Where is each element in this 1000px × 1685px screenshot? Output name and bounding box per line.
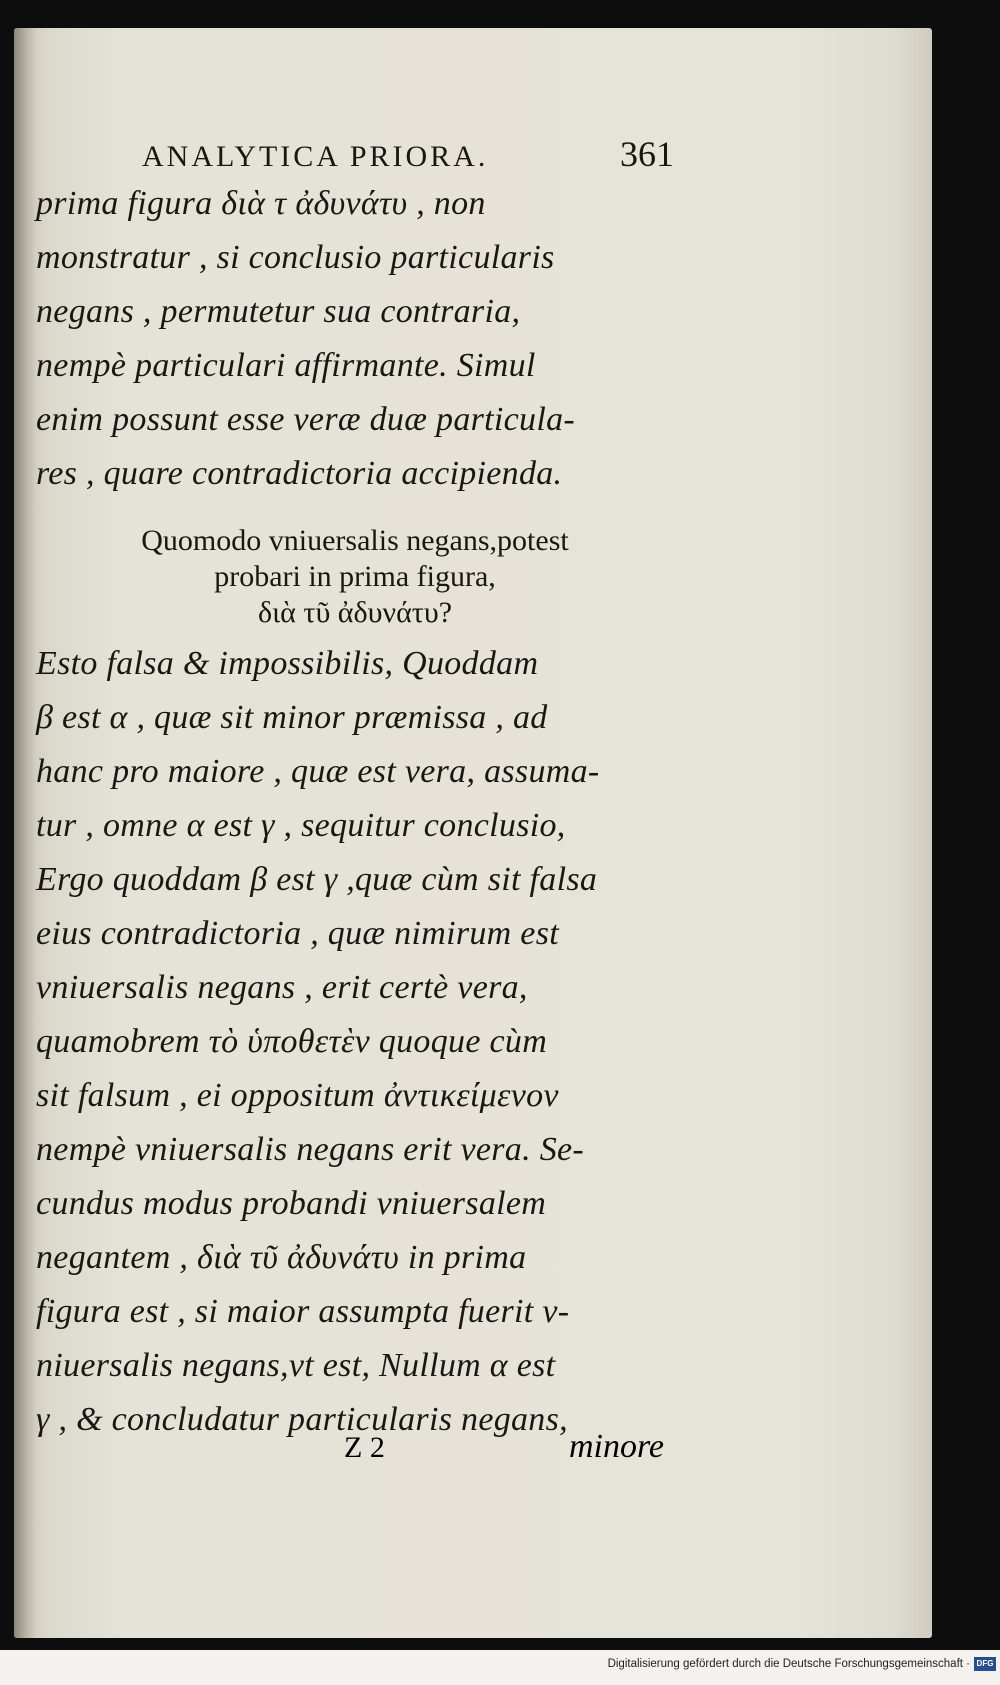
- running-head-title: ANALYTICA PRIORA.: [142, 140, 489, 173]
- heading-line: probari in prima figura,: [214, 560, 496, 593]
- funding-notice: Digitalisierung gefördert durch die Deutsche Forschungsgemeinschaft ·: [607, 1658, 970, 1670]
- text-line: nempè vniuersalis negans erit vera. Se-: [36, 1131, 585, 1168]
- text-line: Ergo quoddam β est γ ,quæ cùm sit falsa: [36, 861, 598, 898]
- digitization-footer: [0, 1650, 1000, 1685]
- section-heading: [24, 523, 674, 631]
- catchword: minore: [568, 1428, 664, 1465]
- heading-line: Quomodo vniuersalis negans,potest: [141, 524, 569, 557]
- paragraph-2: [24, 637, 674, 1447]
- catchline: [344, 1428, 664, 1466]
- dfg-logo: DFG: [974, 1657, 996, 1671]
- text-line: enim possunt esse veræ duæ particula-: [36, 401, 575, 438]
- running-head: [142, 133, 674, 175]
- heading-line: διὰ τῦ ἀδυνάτυ?: [257, 596, 453, 629]
- text-line: hanc pro maiore , quæ est vera, assuma-: [36, 753, 600, 790]
- text-line: negans , permutetur sua contraria,: [36, 293, 521, 330]
- signature-mark: Z 2: [344, 1431, 385, 1464]
- text-line: sit falsum , ei oppositum ἀντικείμενον: [36, 1077, 559, 1114]
- text-line: vniuersalis negans , erit certè vera,: [36, 969, 528, 1006]
- text-line: res , quare contradictoria accipienda.: [36, 455, 563, 492]
- paragraph-1: [24, 177, 674, 501]
- text-line: negantem , διὰ τῦ ἀδυνάτυ in prima: [36, 1239, 527, 1276]
- text-line: γ , & concludatur particularis negans,: [36, 1401, 568, 1438]
- text-line: quamobrem τὸ ὑποθετὲν quoque cùm: [36, 1023, 548, 1060]
- text-line: cundus modus probandi vniuersalem: [36, 1185, 547, 1222]
- book-page: [14, 28, 932, 1638]
- text-line: niuersalis negans,vt est, Nullum α est: [36, 1347, 556, 1384]
- text-line: prima figura διὰ τ ἀδυνάτυ , non: [36, 185, 486, 222]
- text-line: figura est , si maior assumpta fuerit v-: [36, 1293, 570, 1330]
- page-text: [24, 133, 674, 1447]
- text-line: monstratur , si conclusio particularis: [36, 239, 555, 276]
- text-line: tur , omne α est γ , sequitur conclusio,: [36, 807, 566, 844]
- text-line: eius contradictoria , quæ nimirum est: [36, 915, 559, 952]
- text-line: Esto falsa & impossibilis, Quoddam: [36, 645, 539, 682]
- page-number: 361: [620, 134, 674, 174]
- text-line: β est α , quæ sit minor præmissa , ad: [36, 699, 548, 736]
- text-line: nempè particulari affirmante. Simul: [36, 347, 536, 384]
